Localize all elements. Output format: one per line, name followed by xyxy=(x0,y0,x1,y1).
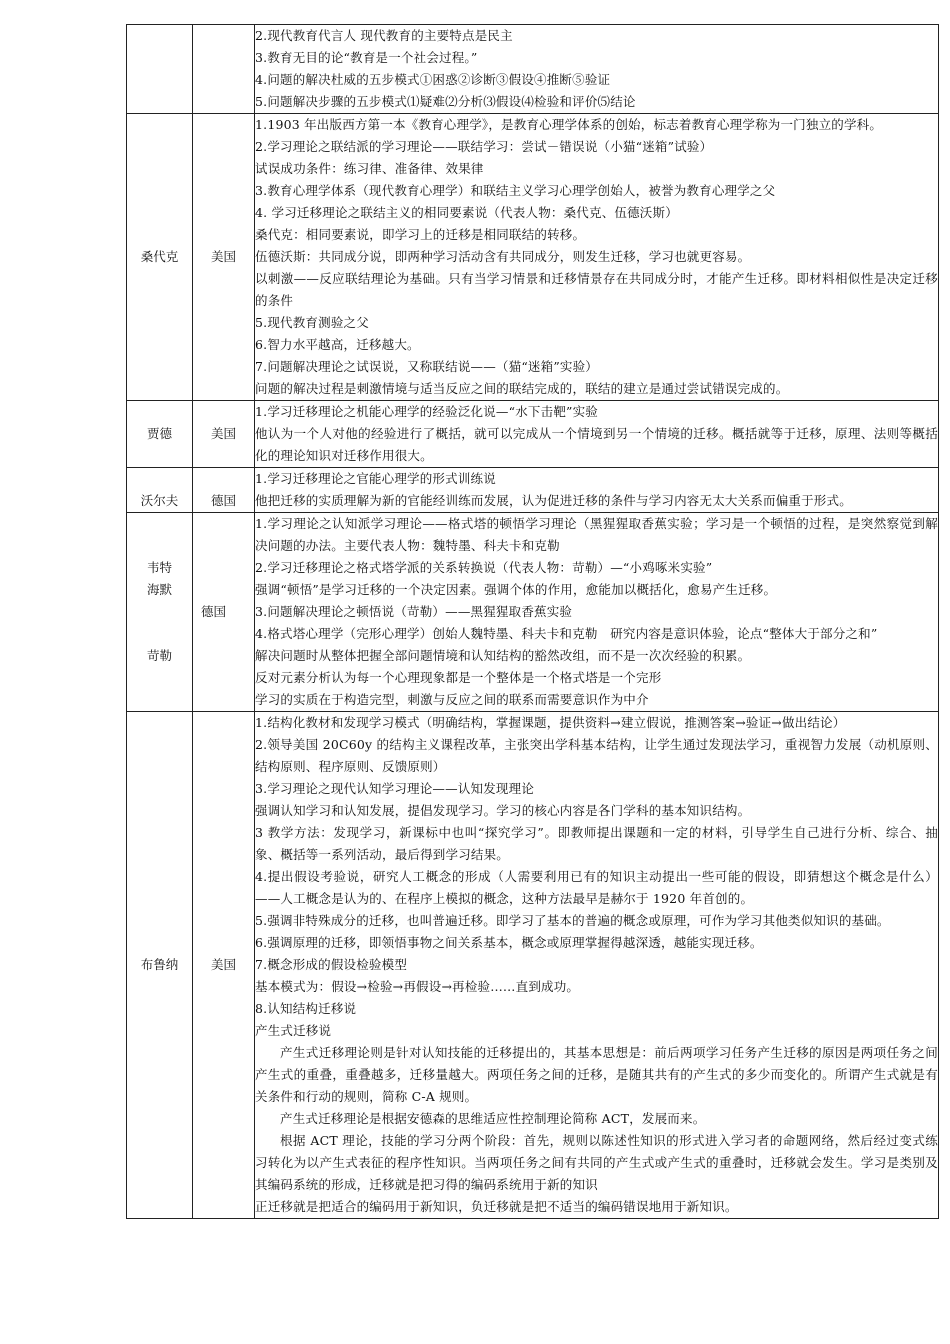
table-row xyxy=(127,468,939,513)
content-line: 7.问题解决理论之试误说，又称联结说——（猫“迷箱”实验） xyxy=(255,359,599,374)
content-line: 3 教学方法：发现学习，新课标中也叫“探究学习”。即教师提出课题和一定的材料，引导学生自己进行分析、综合、抽象、概括等一系列活动，最后得到学习结果。 xyxy=(255,825,938,862)
content-line: 6.智力水平越高，迁移越大。 xyxy=(255,337,420,352)
content-line: 他把迁移的实质理解为新的官能经训练而发展，认为促进迁移的条件与学习内容无太大关系而偏重于形式。 xyxy=(255,493,852,508)
content-line: 1.学习迁移理论之机能心理学的经验泛化说—“水下击靶”实验 xyxy=(255,404,599,419)
content-line: 以刺激——反应联结理论为基础。只有当学习情景和迁移情景存在共同成分时，才能产生迁移。即材料相似性是决定迁移的条件 xyxy=(255,271,938,308)
content-line: 7.概念形成的假设检验模型 xyxy=(255,957,408,972)
content-line: 正迁移就是把适合的编码用于新知识，负迁移就是把不适当的编码错误地用于新知识。 xyxy=(255,1199,738,1214)
country-cell: 美国 xyxy=(193,401,255,468)
person-name: 海默 xyxy=(146,582,172,597)
country-cell: 美国 xyxy=(193,712,255,1219)
content-line: 4.提出假设考验说，研究人工概念的形成（人需要利用已有的知识主动提出一些可能的假设，即猜想这个概念是什么）——人工概念是认为的、在程序上模拟的概念，这种方法最早是赫尔于 1920 年首创的。 xyxy=(255,869,938,906)
content-line: 4.问题的解决杜威的五步模式①困惑②诊断③假设④推断⑤验证 xyxy=(255,72,611,87)
content-line: 1.学习理论之认知派学习理论——格式塔的顿悟学习理论（黑猩猩取香蕉实验；学习是一个顿悟的过程，是突然察觉到解决问题的办法。主要代表人物：魏特墨、科夫卡和克勒 xyxy=(255,516,938,553)
content-cell xyxy=(255,25,939,114)
country-cell: 美国 xyxy=(193,114,255,401)
content-line: 4.格式塔心理学（完形心理学）创始人魏特墨、科夫卡和克勒 研究内容是意识体验，论点“整体大于部分之和” xyxy=(255,626,878,641)
content-line: 桑代克：相同要素说，即学习上的迁移是相同联结的转移。 xyxy=(255,227,586,242)
content-line: 1.学习迁移理论之官能心理学的形式训练说 xyxy=(255,471,496,486)
content-line: 2.学习迁移理论之格式塔学派的关系转换说（代表人物：苛勒）—“小鸡啄米实验” xyxy=(255,560,713,575)
content-line: 他认为一个人对他的经验进行了概括，就可以完成从一个情境到另一个情境的迁移。概括就等于迁移，原理、法则等概括化的理论知识对迁移作用很大。 xyxy=(255,426,938,463)
spacer xyxy=(127,601,192,645)
content-line: 3.学习理论之现代认知学习理论——认知发现理论 xyxy=(255,781,535,796)
content-cell xyxy=(255,468,939,513)
person-name: 韦特 xyxy=(146,560,172,575)
content-cell xyxy=(255,401,939,468)
country-cell: 德国 xyxy=(193,513,255,712)
content-line: 基本模式为：假设→检验→再假设→再检验……直到成功。 xyxy=(255,979,580,994)
content-line: 强调“顿悟”是学习迁移的一个决定因素。强调个体的作用，愈能加以概括化，愈易产生迁移。 xyxy=(255,582,777,597)
content-line: 1.结构化教材和发现学习模式（明确结构，掌握课题，提供资料→建立假说，推测答案→验证→做出结论） xyxy=(255,715,846,730)
indented-paragraph: 产生式迁移理论则是针对认知技能的迁移提出的，其基本思想是：前后两项学习任务产生迁移的原因是两项任务之间产生式的重叠，重叠越多，迁移量越大。两项任务之间的迁移，是随其共有的产生式的多少而变化的。所谓产生式就是有关条件和行动的规则，简称 C-A 规则。 xyxy=(255,1045,938,1104)
content-line: 4. 学习迁移理论之联结主义的相同要素说（代表人物：桑代克、伍德沃斯） xyxy=(255,205,678,220)
content-line: 8.认知结构迁移说 xyxy=(255,1001,357,1016)
table-row xyxy=(127,401,939,468)
document-table xyxy=(126,24,939,1219)
content-line: 产生式迁移说 xyxy=(255,1023,332,1038)
table-row xyxy=(127,25,939,114)
content-line: 反对元素分析认为每一个心理现象都是一个整体是一个格式塔是一个完形 xyxy=(255,670,662,685)
content-line: 问题的解决过程是刺激情境与适当反应之间的联结完成的，联结的建立是通过尝试错误完成的。 xyxy=(255,381,789,396)
person-name-cell: 贾德 xyxy=(127,401,193,468)
content-line: 3.教育心理学体系（现代教育心理学）和联结主义学习心理学创始人，被誉为教育心理学之父 xyxy=(255,183,776,198)
indented-paragraph: 产生式迁移理论是根据安德森的思维适应性控制理论简称 ACT，发展而来。 xyxy=(280,1111,706,1126)
content-line: 5.现代教育测验之父 xyxy=(255,315,369,330)
country-cell xyxy=(193,25,255,114)
content-line: 3.教育无目的论“教育是一个社会过程。” xyxy=(255,50,478,65)
person-name-cell: 沃尔夫 xyxy=(127,468,193,513)
country-cell: 德国 xyxy=(193,468,255,513)
content-line: 3.问题解决理论之顿悟说（苛勒）——黑猩猩取香蕉实验 xyxy=(255,604,573,619)
content-cell xyxy=(255,114,939,401)
table-row xyxy=(127,712,939,1219)
content-line: 1.1903 年出版西方第一本《教育心理学》，是教育心理学体系的创始，标志着教育心理学称为一门独立的学科。 xyxy=(255,117,883,132)
indented-paragraph: 根据 ACT 理论，技能的学习分两个阶段：首先，规则以陈述性知识的形式进入学习者的命题网络，然后经过变式练习转化为以产生式表征的程序性知识。当两项任务之间有共同的产生式或产生式的重叠时，迁移就会发生。学习是类别及其编码系统的形成，迁移就是把习得的编码系统用于新的知识 xyxy=(255,1133,938,1192)
content-line: 伍德沃斯：共同成分说，即两种学习活动含有共同成分，则发生迁移，学习也就更容易。 xyxy=(255,249,751,264)
content-line: 强调认知学习和认知发展，提倡发现学习。学习的核心内容是各门学科的基本知识结构。 xyxy=(255,803,751,818)
content-line: 试误成功条件：练习律、准备律、效果律 xyxy=(255,161,484,176)
content-cell xyxy=(255,513,939,712)
content-line: 6.强调原理的迁移，即领悟事物之间关系基本，概念或原理掌握得越深透，越能实现迁移。 xyxy=(255,935,763,950)
content-line: 2.学习理论之联结派的学习理论——联结学习：尝试－错误说（小猫“迷箱”试验） xyxy=(255,139,713,154)
content-line: 解决问题时从整体把握全部问题情境和认知结构的豁然改组，而不是一次次经验的积累。 xyxy=(255,648,751,663)
table-row xyxy=(127,513,939,712)
name-stack xyxy=(127,557,192,667)
content-line: 学习的实质在于构造完型，刺激与反应之间的联系而需要意识作为中介 xyxy=(255,692,649,707)
person-name-cell xyxy=(127,25,193,114)
content-line: 5.问题解决步骤的五步模式⑴疑难⑵分析⑶假设⑷检验和评价⑸结论 xyxy=(255,94,636,109)
content-line: 5.强调非特殊成分的迁移，也叫普遍迁移。即学习了基本的普遍的概念或原理，可作为学习其他类似知识的基础。 xyxy=(255,913,890,928)
person-name-cell xyxy=(127,513,193,712)
person-name: 苛勒 xyxy=(146,648,172,663)
person-name-cell: 桑代克 xyxy=(127,114,193,401)
table-row xyxy=(127,114,939,401)
content-line: 2.现代教育代言人 现代教育的主要特点是民主 xyxy=(255,28,513,43)
person-name-cell: 布鲁纳 xyxy=(127,712,193,1219)
content-cell xyxy=(255,712,939,1219)
content-line: 2.领导美国 20C60y 的结构主义课程改革，主张突出学科基本结构，让学生通过发现法学习，重视智力发展（动机原则、结构原则、程序原则、反馈原则） xyxy=(255,737,938,774)
